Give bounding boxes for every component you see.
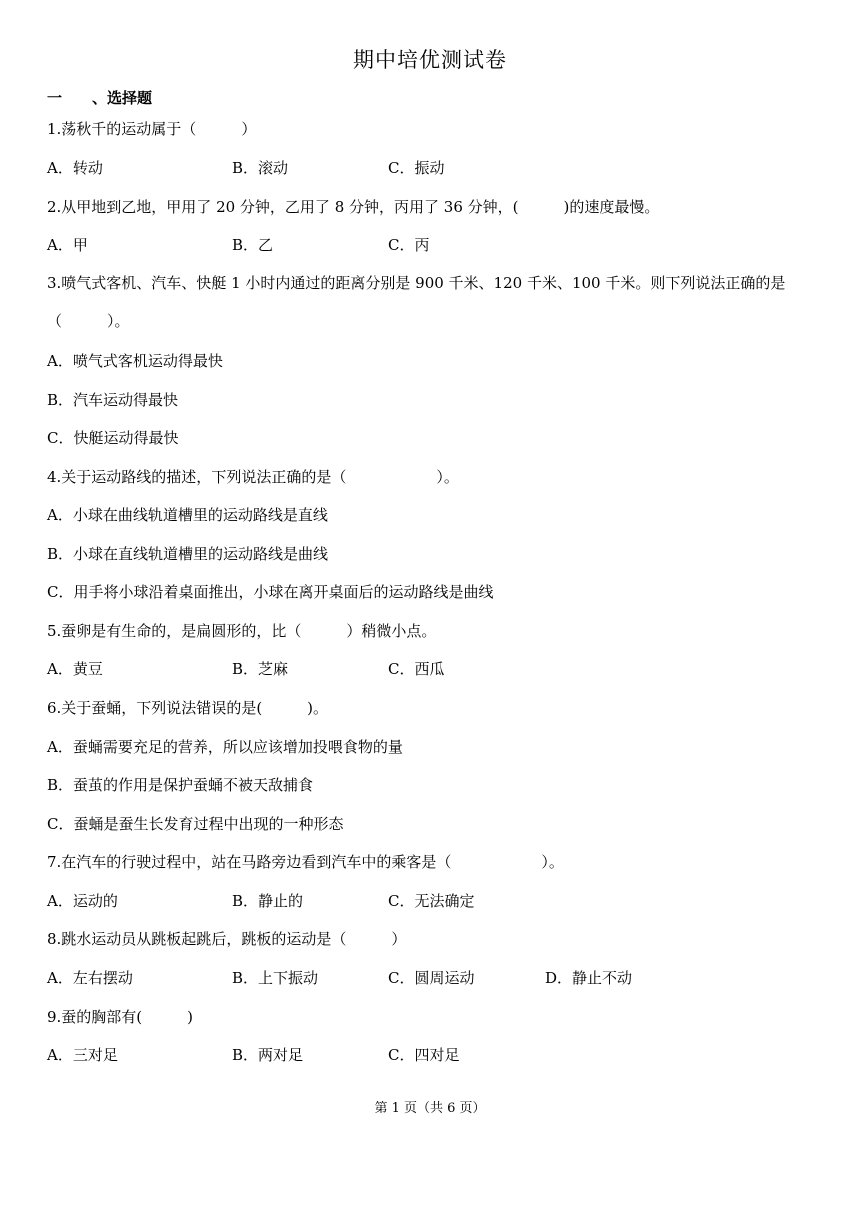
q9-option-a: A．三对足 <box>47 1046 118 1064</box>
q4-option-a: A．小球在曲线轨道槽里的运动路线是直线 <box>47 506 328 524</box>
q5-option-b: B．芝麻 <box>232 660 289 678</box>
section-heading: 一 、选择题 <box>47 89 153 107</box>
q2-option-a: A．甲 <box>47 236 88 254</box>
q6-option-a: A．蚕蛹需要充足的营养，所以应该增加投喂食物的量 <box>47 738 403 756</box>
q3-option-c: C．快艇运动得最快 <box>47 429 179 447</box>
question-5: 5.蚕卵是有生命的，是扁圆形的，比（ ）稍微小点。 <box>47 622 437 640</box>
q8-option-b: B．上下振动 <box>232 969 319 987</box>
q4-option-c: C．用手将小球沿着桌面推出，小球在离开桌面后的运动路线是曲线 <box>47 583 494 601</box>
question-6: 6.关于蚕蛹，下列说法错误的是( )。 <box>47 699 329 717</box>
q6-option-c: C．蚕蛹是蚕生长发育过程中出现的一种形态 <box>47 815 344 833</box>
q8-option-d: D．静止不动 <box>545 969 633 987</box>
page-footer: 第 1 页（共 6 页） <box>374 1101 486 1116</box>
q7-option-a: A．运动的 <box>47 892 118 910</box>
q7-option-c: C．无法确定 <box>388 892 475 910</box>
q2-option-b: B．乙 <box>232 236 274 254</box>
q8-option-c: C．圆周运动 <box>388 969 475 987</box>
q7-option-b: B．静止的 <box>232 892 304 910</box>
question-9: 9.蚕的胸部有( ) <box>47 1008 194 1026</box>
question-8: 8.跳水运动员从跳板起跳后，跳板的运动是（ ） <box>47 930 407 948</box>
q1-option-c: C．振动 <box>388 159 445 177</box>
question-7: 7.在汽车的行驶过程中，站在马路旁边看到汽车中的乘客是（ ）。 <box>47 853 564 871</box>
q2-option-c: C．丙 <box>388 236 430 254</box>
q5-option-c: C．西瓜 <box>388 660 445 678</box>
q6-option-b: B．蚕茧的作用是保护蚕蛹不被天敌捕食 <box>47 776 314 794</box>
question-1: 1.荡秋千的运动属于（ ） <box>47 120 257 138</box>
question-2: 2.从甲地到乙地，甲用了 20 分钟，乙用了 8 分钟，丙用了 36 分钟，( )的速度最慢。 <box>47 198 660 216</box>
page-title: 期中培优测试卷 <box>353 48 507 72</box>
q3-option-a: A．喷气式客机运动得最快 <box>47 352 223 370</box>
q3-option-b: B．汽车运动得最快 <box>47 391 179 409</box>
q8-option-a: A．左右摆动 <box>47 969 133 987</box>
q9-option-c: C．四对足 <box>388 1046 460 1064</box>
q1-option-b: B．滚动 <box>232 159 289 177</box>
question-4: 4.关于运动路线的描述，下列说法正确的是（ ）。 <box>47 468 459 486</box>
q4-option-b: B．小球在直线轨道槽里的运动路线是曲线 <box>47 545 329 563</box>
q5-option-a: A．黄豆 <box>47 660 103 678</box>
q9-option-b: B．两对足 <box>232 1046 304 1064</box>
question-3: 3.喷气式客机、汽车、快艇 1 小时内通过的距离分别是 900 千米、120 千米、100 千米。则下列说法正确的是（ ）。 <box>47 274 786 330</box>
q1-option-a: A．转动 <box>47 159 103 177</box>
